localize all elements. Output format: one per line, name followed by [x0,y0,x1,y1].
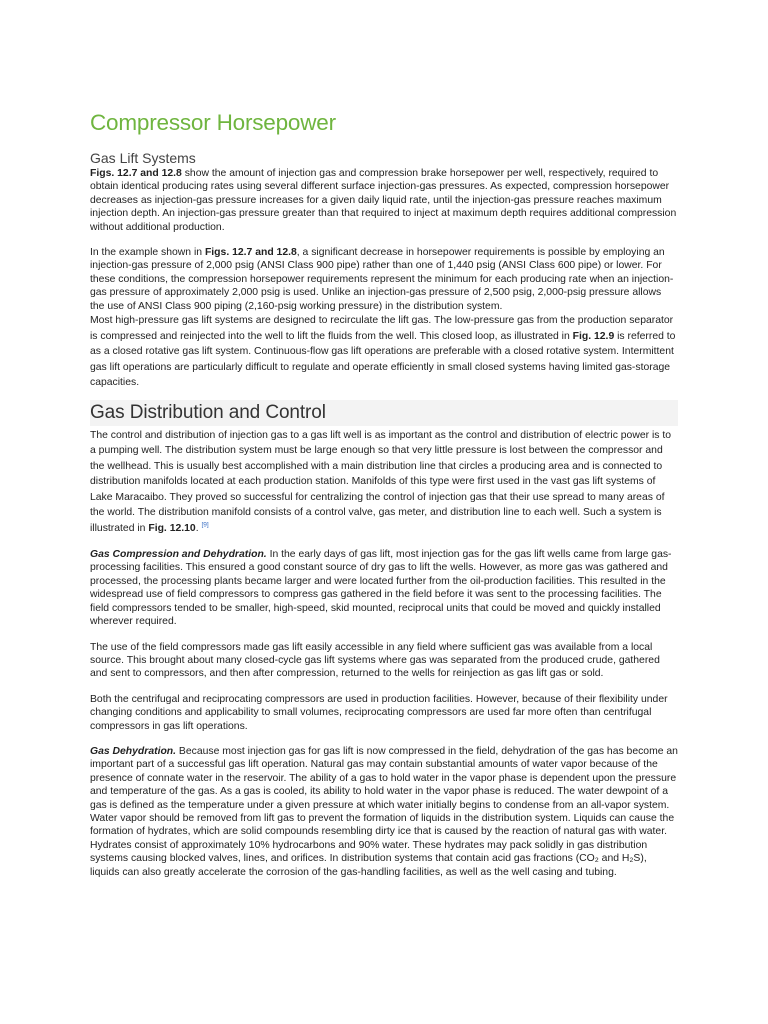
gas-distribution-heading: Gas Distribution and Control [90,400,678,426]
fig-reference[interactable]: Figs. 12.7 and 12.8 [204,247,297,259]
distribution-paragraph-1: The control and distribution of injection gas to a gas lift well is as important as the control and distribution of electric power is to a pumping well. The distribution system must be large enough so that very little pressure is lost between the compressor and the wellhead. This is usually best accomplished with a main distribution line that circles a producing area and is connected to distribution manifolds located at each production station. Manifolds of this type were first used in the vast gas lift systems of Lake Maracaibo. They proved so successful for centralizing the control of injection gas that their use spread to many areas of the world. The distribution manifold consists of a control valve, gas meter, and distribution line to each well. Such a system is illustrated in Fig. 12.10. [9] [90,429,672,534]
distribution-paragraph-4: Both the centrifugal and reciprocating compressors are used in production facilities. However, because of their flexibility under changing conditions and applicability to small volumes, reciprocating compressors are used far more often than centrifugal compressors in gas lift operations. [90,693,668,732]
gas-dehydration-lead: Gas Dehydration. [90,745,177,757]
article [90,108,678,879]
gas-lift-paragraph-1: Figs. 12.7 and 12.8 show the amount of injection gas and compression brake horsepower per well, respectively, required to obtain identical producing rates using several different surface injection-gas pressures. As expected, compression horsepower decreases as injection-gas pressure increases for a given daily liquid rate, until the injection-gas pressure reaches maximum injection depth. An injection-gas pressure greater than that required to inject at maximum depth requires additional compression without additional production. [90,168,677,233]
distribution-paragraph-2: Gas Compression and Dehydration. In the early days of gas lift, most injection gas for the gas lift wells came from large gas-processing facilities. This ensured a good constant source of dry gas to lift the wells. However, as more gas was gathered and processed, the processing plants became larger and were located further from the oil-production facilities. This resulted in the widespread use of field compressors to compress gas gathered in the field before it was sent to the processing facilities. The field compressors tended to be smaller, high-speed, skid mounted, reciprocal units that could be moved and quickly installed wherever required. [90,549,672,628]
gas-lift-systems-heading: Gas Lift Systems [90,150,196,166]
distribution-paragraph-3: The use of the field compressors made gas lift easily accessible in any field where sufficient gas was available from a local source. This brought about many closed-cycle gas lift systems where gas was separated from the produced crude, gathered and sent to compressors, and then after compression, returned to the wells for reinjection as gas lift gas or sold. [90,641,660,680]
fig-reference[interactable]: Figs. 12.7 and 12.8 [90,168,182,179]
fig-reference[interactable]: Fig. 12.10 [148,522,196,534]
citation-link[interactable]: [9] [201,521,209,529]
gas-compression-lead: Gas Compression and Dehydration. [90,549,267,561]
page-title: Compressor Horsepower [90,110,336,135]
gas-lift-paragraph-3: Most high-pressure gas lift systems are designed to recirculate the lift gas. The low-pressure gas from the production separator is compressed and reinjected into the well to lift the fluids from the well. This closed loop, as illustrated in Fig. 12.9 is referred to as a closed rotative gas lift system. Continuous-flow gas lift operations are preferable with a closed rotative system. Intermittent gas lift operations are particularly difficult to regulate and operate efficiently in small closed systems having limited gas-storage capacities. [90,315,676,389]
gas-lift-paragraph-2: In the example shown in Figs. 12.7 and 12.8, a significant decrease in horsepower requirements is possible by employing an injection-gas pressure of 2,000 psig (ANSI Class 900 pipe) rather than one of 1,440 psig (ANSI Class 600 pipe) or lower. For these conditions, the compression horsepower requirements represent the minimum for each producing rate when an injection-gas pressure of approximately 2,000 psig is used. Unlike an injection-gas pressure of 2,500 psig, 2,000-psig pressure allows the use of ANSI Class 900 piping (2,160-psig working pressure) in the distribution system. [90,247,674,312]
fig-reference[interactable]: Fig. 12.9 [572,330,615,342]
distribution-paragraph-5: Gas Dehydration. Because most injection gas for gas lift is now compressed in the field, dehydration of the gas has become an important part of a successful gas lift operation. Natural gas may contain substantial amounts of water vapor because of the presence of connate water in the reservoir. The ability of a gas to hold water in the vapor phase is dependent upon the pressure and temperature of the gas. As a gas is cooled, its ability to hold water in the vapor phase is reduced. The water dewpoint of a gas is defined as the temperature under a given pressure at which water initially begins to condense from an all-vapor system. Water vapor should be removed from lift gas to prevent the formation of liquids in the distribution system. Liquids can cause the formation of hydrates, which are solid compounds resembling dirty ice that is caused by the reaction of natural gas with water. Hydrates consist of approximately 10% hydrocarbons and 90% water. These hydrates may pack solidly in gas distribution systems causing blocked valves, lines, and orifices. In distribution systems that contain acid gas fractions (CO₂ and H₂S), liquids can also greatly accelerate the corrosion of the gas-handling facilities, as well as the well casing and tubing. [90,745,678,878]
